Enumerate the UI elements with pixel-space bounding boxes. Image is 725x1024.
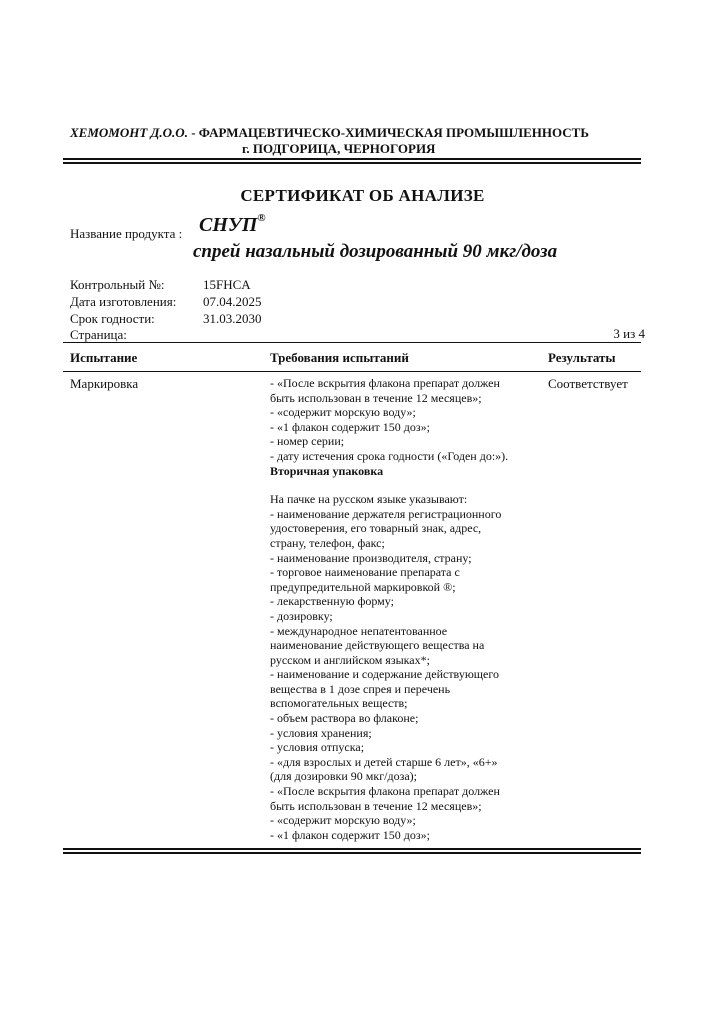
header-rule-bottom	[63, 162, 641, 164]
section-heading-secondary-packaging: Вторичная упаковка	[270, 463, 384, 478]
requirement-line: удостоверения, его товарный знак, адрес,	[270, 521, 482, 536]
product-description: спрей назальный дозированный 90 мкг/доза	[193, 241, 558, 262]
requirement-line: предупредительной маркировкой ®;	[270, 579, 456, 594]
requirement-line: - «для взрослых и детей старше 6 лет», «6+»	[270, 754, 498, 769]
requirement-line: вещества в 1 дозе спрея и перечень	[270, 681, 451, 696]
requirement-line: - объем раствора во флаконе;	[270, 711, 419, 726]
control-number-label: Контрольный №:	[70, 277, 165, 292]
table-top-rule	[63, 342, 641, 343]
requirement-line: - «После вскрытия флакона препарат должен	[270, 376, 500, 390]
requirements-list	[270, 376, 542, 842]
company-city: г. ПОДГОРИЦА, ЧЕРНОГОРИЯ	[242, 141, 436, 156]
requirement-line: - «После вскрытия флакона препарат должен	[270, 784, 500, 799]
requirement-line: - «1 флакон содержит 150 доз»;	[270, 827, 430, 842]
table-header-rule	[63, 371, 641, 372]
header-rule-top	[63, 158, 641, 160]
requirement-line: - наименование производителя, страну;	[270, 550, 472, 565]
column-header-results: Результаты	[548, 350, 616, 365]
requirement-line: - номер серии;	[270, 434, 345, 449]
company-name: ХЕМОМОНТ Д.О.О.	[70, 125, 188, 140]
requirement-line: быть использован в течение 12 месяцев»;	[270, 390, 482, 405]
requirement-line: - международное непатентованное	[270, 623, 448, 638]
expiry-date-value: 31.03.2030	[203, 311, 262, 326]
expiry-date-label: Срок годности:	[70, 311, 155, 326]
footer-rule-bottom	[63, 852, 641, 854]
requirement-line: - условия хранения;	[270, 725, 372, 740]
test-name: Маркировка	[70, 376, 139, 391]
manufacture-date-label: Дата изготовления:	[70, 294, 177, 309]
footer-rule-top	[63, 848, 641, 850]
requirement-line: - «1 флакон содержит 150 доз»;	[270, 419, 430, 434]
requirement-line: (для дозировки 90 мкг/доза);	[270, 769, 417, 784]
requirement-line: быть использован в течение 12 месяцев»;	[270, 798, 482, 813]
page-label: Страница:	[70, 327, 127, 342]
requirement-line: - дозировку;	[270, 608, 333, 623]
requirement-line: вспомогательных веществ;	[270, 696, 408, 711]
requirement-line: - наименование держателя регистрационного	[270, 506, 502, 521]
requirement-line: наименование действующего вещества на	[270, 638, 485, 653]
product-name	[199, 214, 266, 237]
requirement-line: - наименование и содержание действующего	[270, 667, 499, 682]
control-number-value: 15FHCA	[203, 277, 251, 292]
product-name-text: СНУП	[199, 214, 258, 236]
manufacture-date-value: 07.04.2025	[203, 294, 262, 309]
requirement-line: - лекарственную форму;	[270, 594, 394, 609]
requirement-line: страну, телефон, факс;	[270, 535, 385, 550]
spacer	[270, 478, 542, 492]
requirement-line: - «содержит морскую воду»;	[270, 813, 416, 828]
column-header-requirements: Требования испытаний	[270, 350, 409, 365]
column-header-test: Испытание	[70, 350, 138, 365]
company-description: - ФАРМАЦЕВТИЧЕСКО-ХИМИЧЕСКАЯ ПРОМЫШЛЕННОСТЬ	[187, 125, 589, 140]
requirement-line: На пачке на русском языке указывают:	[270, 492, 468, 507]
registered-mark: ®	[257, 212, 266, 225]
page-number: 3 из 4	[613, 326, 645, 341]
requirement-line: русском и английском языках*;	[270, 652, 430, 667]
company-header	[70, 125, 589, 141]
requirement-line: - дату истечения срока годности («Годен до:»).	[270, 448, 509, 463]
document-title: СЕРТИФИКАТ ОБ АНАЛИЗЕ	[240, 186, 485, 205]
requirement-line: - условия отпуска;	[270, 740, 365, 755]
test-result: Соответствует	[548, 376, 628, 391]
requirement-line: - торговое наименование препарата с	[270, 565, 460, 580]
product-label: Название продукта :	[70, 226, 183, 241]
requirement-line: - «содержит морскую воду»;	[270, 405, 416, 420]
